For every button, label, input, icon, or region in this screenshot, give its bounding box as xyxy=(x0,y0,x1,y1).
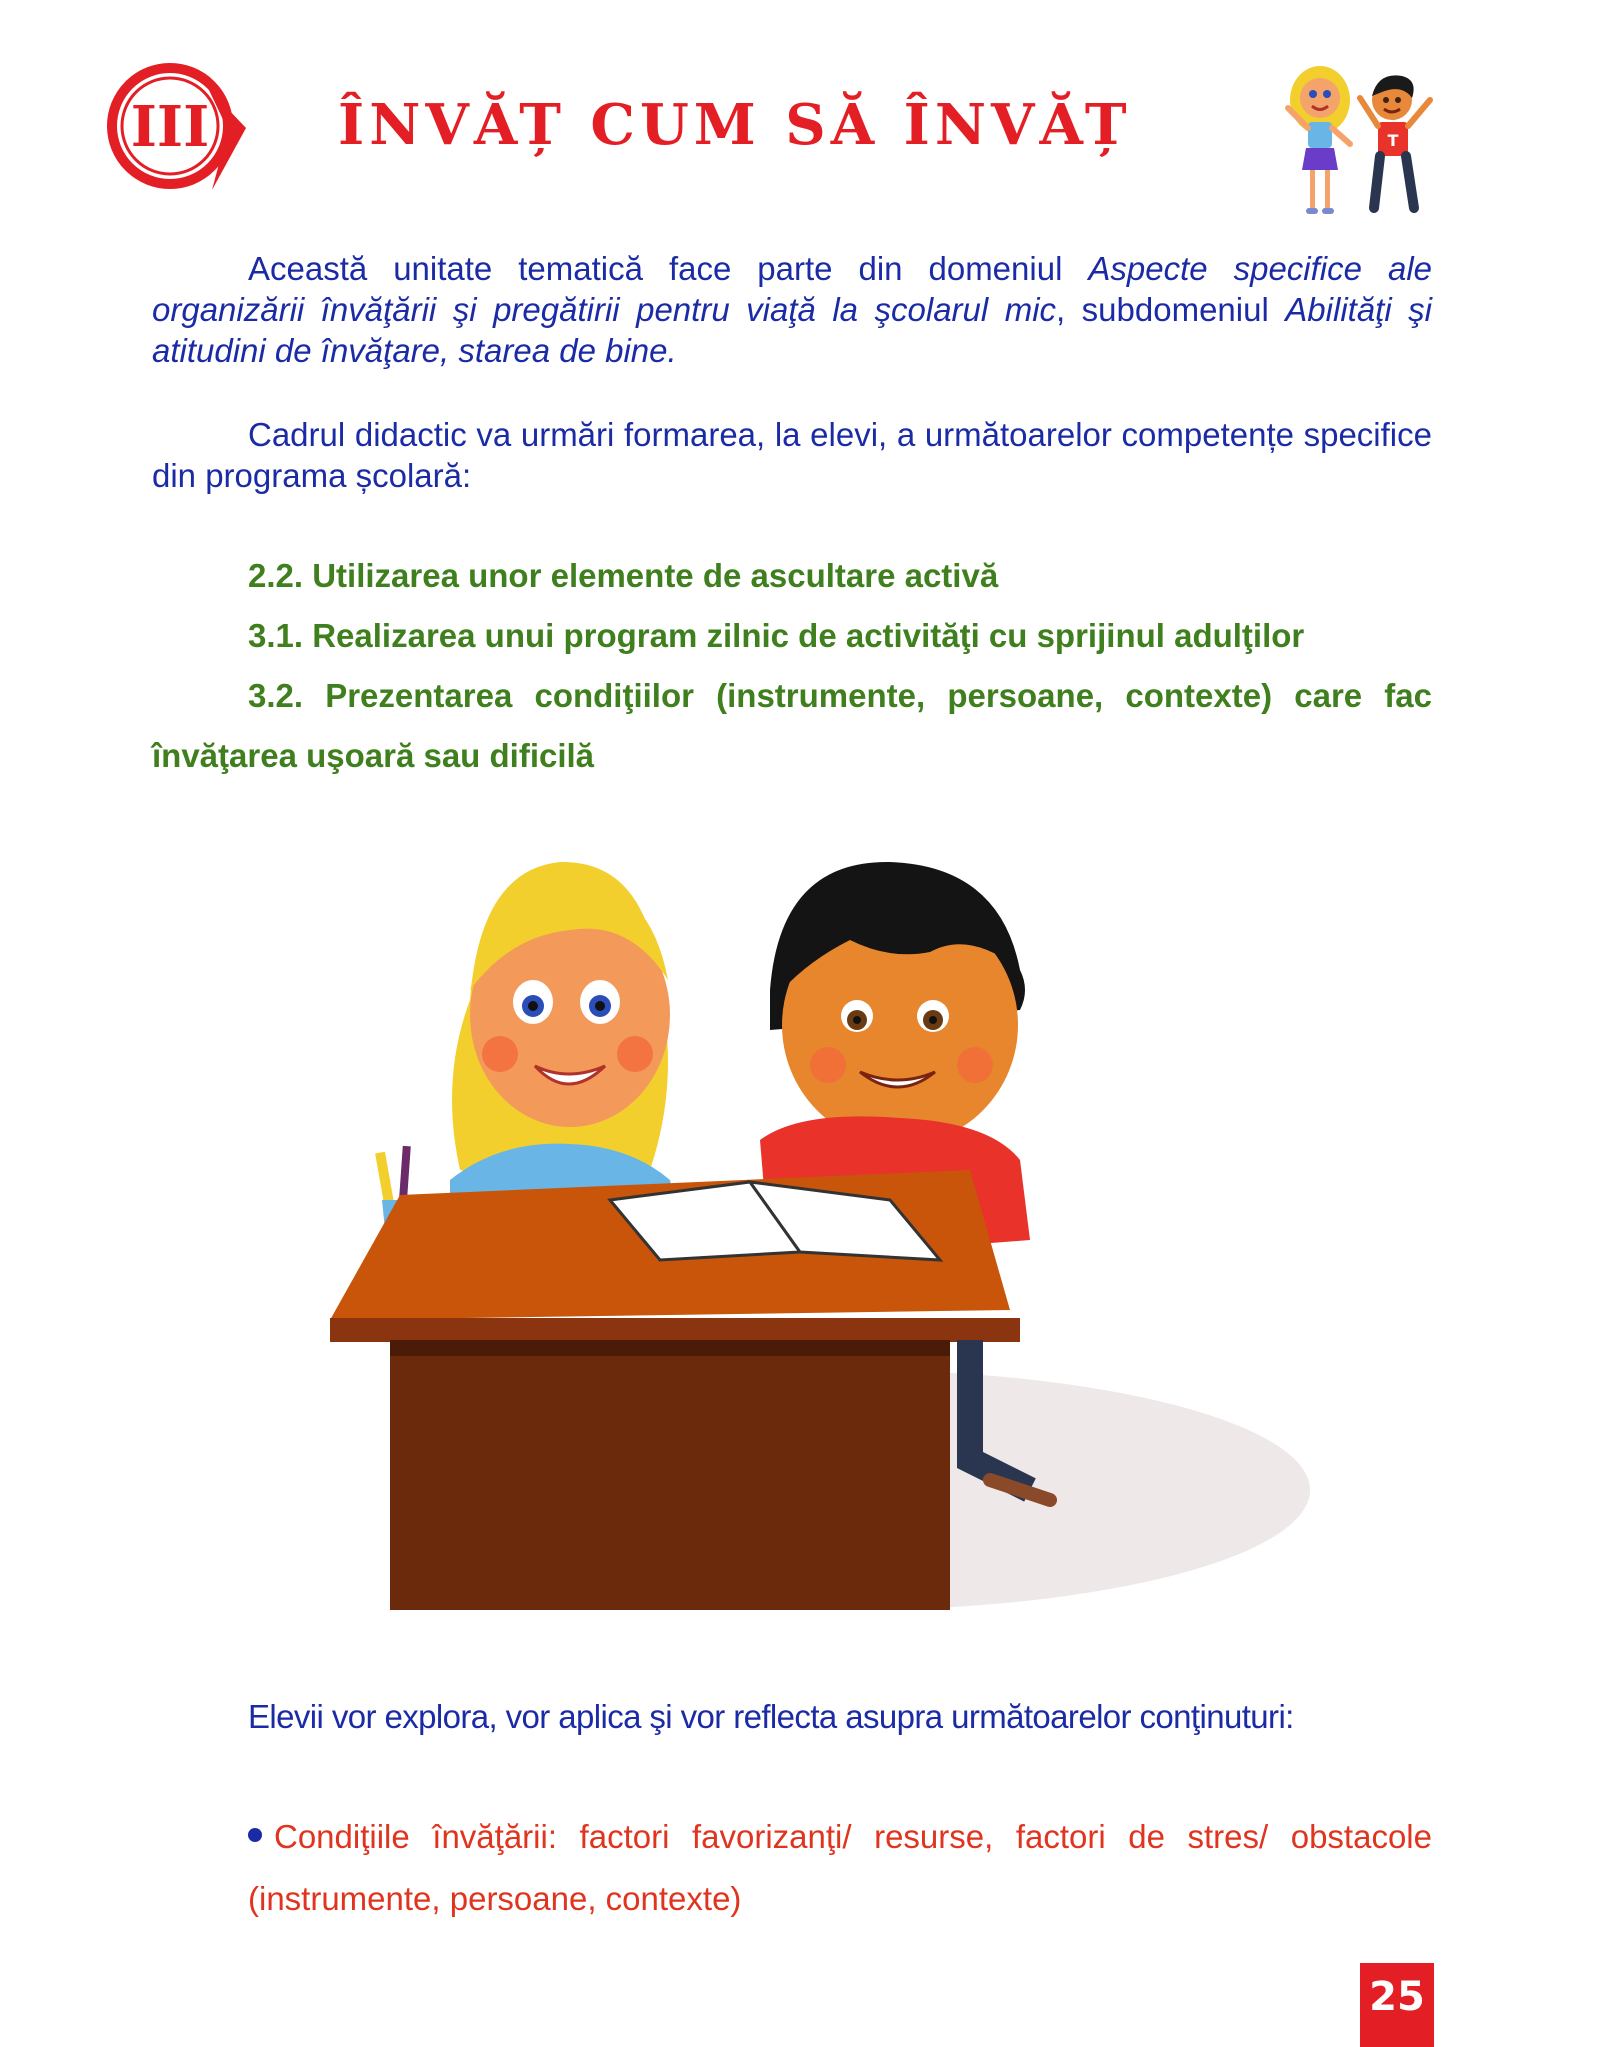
intro-text-2: , subdomeniul xyxy=(1056,291,1286,328)
domain-name: Aspecte specifice ale organizării învăţării şi pregătirii pentru viaţă la şcolarul mic xyxy=(152,250,1432,328)
page-title: ÎNVĂȚ CUM SĂ ÎNVĂȚ xyxy=(338,92,1132,158)
subdomain-name: Abilităţi şi atitudini de învăţare, starea de bine. xyxy=(152,291,1432,369)
competences-intro xyxy=(152,414,1432,496)
explore-text: Elevii vor explora, vor aplica şi vor reflecta asupra următoarelor conţinuturi: xyxy=(248,1698,1294,1735)
competence-list xyxy=(152,546,1432,786)
competence-item: 3.2. Prezentarea condiţiilor (instrumente, persoane, contexte) care fac învăţarea uşoară sau dificilă xyxy=(152,677,1432,774)
content-item-text: Condiţiile învăţării: factori favorizanţi/ resurse, factori de stres/ obstacole (instrumente, persoane, contexte) xyxy=(248,1818,1432,1917)
unit-badge-icon xyxy=(100,48,250,198)
competence-item: 3.1. Realizarea unui program zilnic de activităţi cu sprijinul adulţilor xyxy=(248,617,1305,654)
unit-number: III xyxy=(130,94,210,160)
bullet-icon xyxy=(248,1828,262,1842)
content-list xyxy=(248,1806,1432,1930)
competence-item: 2.2. Utilizarea unor elemente de ascultare activă xyxy=(248,557,999,594)
kids-waving-icon xyxy=(1262,58,1462,228)
content-item xyxy=(248,1806,1432,1930)
intro-text-1: Această unitate tematică face parte din domeniul xyxy=(248,250,1089,287)
kids-at-desk-illustration xyxy=(330,840,1350,1650)
page-number: 25 xyxy=(1360,1963,1434,2047)
competences-intro-text: Cadrul didactic va urmări formarea, la elevi, a următoarelor competențe specifice din programa școlară: xyxy=(152,416,1432,494)
svg-text:T: T xyxy=(1387,131,1399,150)
unit-description xyxy=(152,248,1432,371)
